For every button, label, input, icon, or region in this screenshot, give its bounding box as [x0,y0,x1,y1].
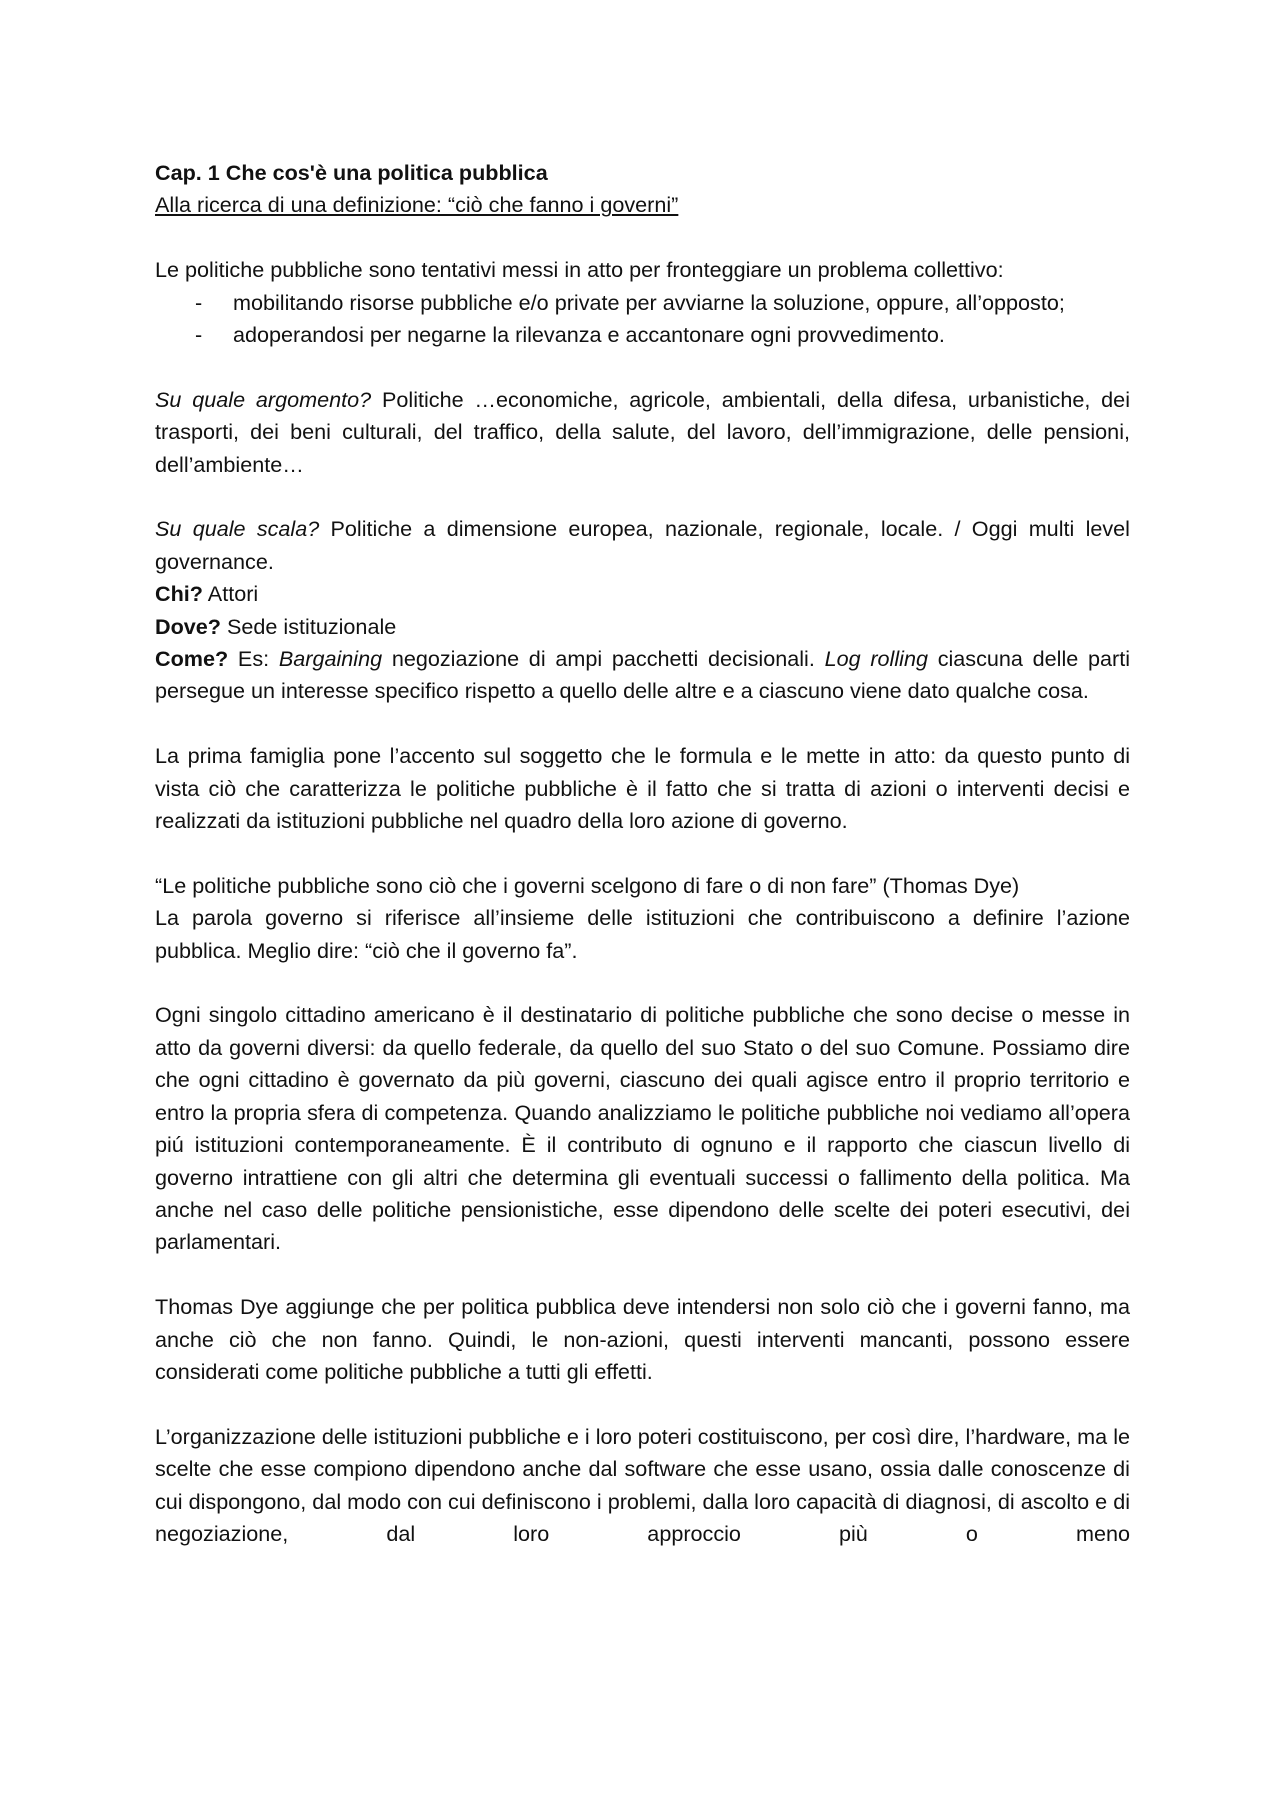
paragraph-governo: La parola governo si riferisce all’insieme delle istituzioni che contribuiscono a definire l’azione pubblica. Meglio dire: “ciò che il governo fa”. [155,905,1130,963]
chapter-title: Cap. 1 Che cos'è una politica pubblica [155,160,548,185]
dove-text: Sede istituzionale [221,613,397,639]
bullet-list [155,287,1130,352]
dove-line [155,611,1130,643]
come-es: Es: [228,646,279,672]
bargaining-term: Bargaining [278,646,383,672]
argomento-paragraph [155,384,1130,481]
argomento-text: Politiche …economiche, agricole, ambientali, della difesa, urbanistiche, dei trasporti, dei beni culturali, del traffico, della salute, del lavoro, dell’immigrazione, delle pensioni, dell’ambiente… [155,386,1130,477]
scala-text: Politiche a dimensione europea, nazionale, regionale, locale. / Oggi multi level governance. [155,516,1130,574]
scala-question: Su quale scala? [155,516,320,542]
come-text-1: negoziazione di ampi pacchetti decisionali. [382,646,825,672]
chi-line [155,578,1130,610]
chi-text: Attori [202,581,259,607]
argomento-question: Su quale argomento? [155,386,372,412]
come-text-2: ciascuna delle parti persegue un interesse specifico rispetto a quello delle altre e a ciascuno viene dato qualche cosa. [155,646,1131,704]
scala-paragraph [155,513,1130,578]
list-item: - mobilitando risorse pubbliche e/o private per avviarne la soluzione, oppure, all’opposto; [155,287,1130,319]
section-subtitle: Alla ricerca di una definizione: “ciò che fanno i governi” [155,192,679,218]
paragraph-cittadino: Ogni singolo cittadino americano è il destinatario di politiche pubbliche che sono decise o messe in atto da governi diversi: da quello federale, da quello del suo Stato o del suo Comune. Possiamo dire che ogni cittadino è governato da più governi, ciascuno dei quali agisce entro il proprio territorio e entro la propria sfera di competenza. Quando analizziamo le politiche pubbliche noi vediamo all’opera piú istituzioni contemporaneamente. È il contributo di ognuno e il rapporto che ciascun livello di governo intrattiene con gli altri che determina gli eventuali successi o fallimento della politica. Ma anche nel caso delle politiche pensionistiche, esse dipendono delle scelte dei poteri esecutivi, dei parlamentari. [155,1002,1130,1255]
paragraph-organizzazione: L’organizzazione delle istituzioni pubbliche e i loro poteri costituiscono, per così dire, l’hardware, ma le scelte che esse compiono dipendono anche dal software che esse usano, ossia dalle conoscenze di cui dispongono, dal modo con cui definiscono i problemi, dalla loro capacità di diagnosi, di ascolto e di negoziazione, dal loro approccio più o meno [155,1423,1130,1546]
come-paragraph [155,643,1130,708]
list-item: - adoperandosi per negarne la rilevanza e accantonare ogni provvedimento. [155,319,1130,351]
dove-question: Dove? [155,613,221,639]
dye-quote: “Le politiche pubbliche sono ciò che i governi scelgono di fare o di non fare” (Thomas Dye) [155,872,1020,898]
logrolling-term: Log rolling [824,646,928,672]
paragraph-prima-famiglia: La prima famiglia pone l’accento sul soggetto che le formula e le mette in atto: da questo punto di vista ciò che caratterizza le politiche pubbliche è il fatto che si tratta di azioni o interventi decisi e realizzati da istituzioni pubbliche nel quadro della loro azione di governo. [155,743,1130,834]
intro-paragraph: Le politiche pubbliche sono tentativi messi in atto per fronteggiare un problema collettivo: [155,257,1004,283]
come-question: Come? [155,646,229,672]
chi-question: Chi? [155,581,203,607]
paragraph-dye: Thomas Dye aggiunge che per politica pubblica deve intendersi non solo ciò che i governi fanno, ma anche ciò che non fanno. Quindi, le non-azioni, questi interventi mancanti, possono essere considerati come politiche pubbliche a tutti gli effetti. [155,1294,1130,1384]
